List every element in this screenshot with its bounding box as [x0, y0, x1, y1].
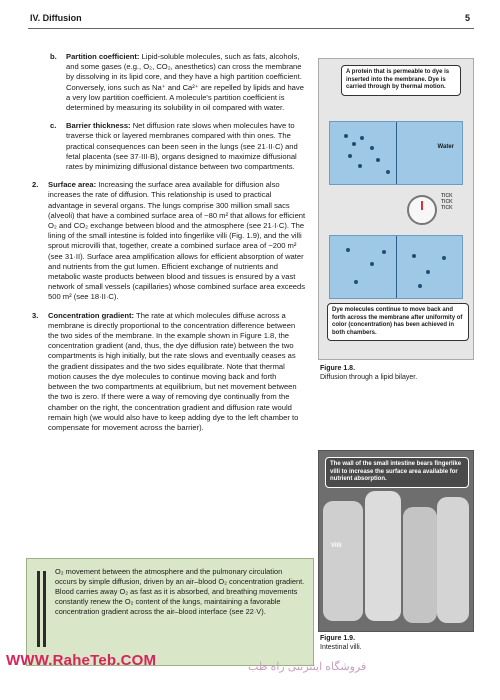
water-label: Water: [437, 144, 454, 150]
list-item: [32, 180, 306, 302]
dye-dot: [358, 164, 362, 168]
dye-dot: [344, 134, 348, 138]
item-title: Barrier thickness:: [66, 121, 131, 131]
membrane-line: [396, 236, 397, 298]
dye-dot: [352, 142, 356, 146]
dye-dot: [412, 254, 416, 258]
dye-dot: [348, 154, 352, 158]
figure-1-9-caption: [320, 634, 470, 652]
item-text: Increasing the surface area available for diffusion also increases the rate of diffusion. This relationship is used to practical advantage in several organs. The lungs comprise 300 million small sacs (alveoli) that have a combined surface area of ~80 m² that allows for efficient O₂ and CO₂ exchange between blood and the atmosphere (see 21·I·C). The lining of the small intestine is folded into fingerlike villi (Fig. 1.9), and the villi sprout microvilli that, together, create a combined surface area of ~200 m² (see 31·II). Surface area amplification allows for efficient absorption of water and nutrients from the gut lumen. Efficient exchange of nutrients and metabolic waste products between blood and tissues is ensured by a vast network of small vessels (capillaries) whose combined surface area exceeds 500 m² (see 18·II·C).: [48, 180, 306, 302]
item-title: Surface area:: [48, 180, 97, 190]
page-number: 5: [464, 13, 470, 23]
caption-text: Intestinal villi.: [320, 644, 362, 651]
item-text: Net diffusion rate slows when molecules have to traverse thick or layered membranes compared with thin ones. The practical consequences can been seen in the lungs (see 21·II·C) and fetal placenta (see 37·III·B), organs designed to maximize diffusional rates by minimizing diffusional distance between two compartments.: [66, 121, 298, 172]
dye-dot: [442, 256, 446, 260]
dye-dot: [360, 136, 364, 140]
page-header: [28, 6, 474, 29]
dye-dot: [376, 158, 380, 162]
caption-text: Diffusion through a lipid bilayer.: [320, 374, 418, 381]
dye-dot: [370, 262, 374, 266]
section-title: IV. Diffusion: [30, 13, 82, 23]
list-item: [32, 310, 306, 433]
figure-1-8: [318, 58, 474, 360]
item-title: Concentration gradient:: [48, 310, 135, 320]
item-marker: 3.: [32, 310, 39, 320]
figure-callout-top: A protein that is permeable to dye is inserted into the membrane. Dye is carried through by thermal motion.: [341, 65, 461, 96]
tick-label: TICK TICK TICK: [441, 193, 453, 211]
chamber-equilibrium: [329, 235, 463, 299]
caption-number: Figure 1.9.: [320, 635, 356, 642]
caption-number: Figure 1.8.: [320, 365, 356, 372]
list-item: [50, 121, 306, 172]
clinical-note-box: [26, 558, 314, 666]
watermark-persian: فروشگاه اینترنتی راه طب: [248, 661, 367, 673]
note-bar-icon: [37, 571, 40, 647]
item-text: Lipid-soluble molecules, such as fats, alcohols, and some gases (e.g., O₂, CO₂, anesthetics) can cross the membrane by dissolving in its lipid core, and they have a high partition coefficient. Conversely, ions such as Na⁺ and Ca²⁺ are repelled by lipids and have a very low partition coefficient. A molecule's partition coefficient is determined by measuring its solubility in oil compared with water.: [66, 52, 304, 113]
figure-callout: The wall of the small intestine bears fingerlike villi to increase the surface area available for nutrient absorption.: [325, 457, 469, 488]
figure-1-9: [318, 450, 474, 632]
villus-shape: [323, 501, 363, 621]
item-marker: 2.: [32, 180, 39, 190]
dye-dot: [382, 250, 386, 254]
note-bar-icon: [43, 571, 46, 647]
stopwatch-icon: [407, 195, 437, 225]
main-text-column: [32, 52, 306, 441]
item-title: Partition coefficient:: [66, 52, 140, 61]
watermark-url: WWW.RaheTeb.COM: [6, 652, 157, 669]
item-text: The rate at which molecules diffuse across a membrane is directly proportional to the concentration difference between the two sides of the membrane. In the example shown in Figure 1.8, the concentration gradient (and, thus, the dye diffusion rate) between the two compartments is high initially, but the rate slows and eventually ceases as the gradient dissipates and the two sides equilibrate. Note that thermal motion causes the dye molecules to continue moving back and forth between the two compartments at equilibrium, but net movement between the two is zero. If there were a way of removing dye continually from the chamber on the right, the concentration gradient and diffusion rate would remain high (we would also have to keep adding dye to the left chamber to compensate for movement across the barrier).: [48, 310, 299, 432]
item-marker: b.: [50, 52, 57, 61]
figure-1-8-caption: [320, 364, 470, 382]
dye-dot: [386, 170, 390, 174]
dye-dot: [418, 284, 422, 288]
villus-shape: [403, 507, 437, 623]
chamber-initial: [329, 121, 463, 185]
dye-dot: [354, 280, 358, 284]
villi-label: Villi: [331, 543, 342, 549]
note-text: O₂ movement between the atmosphere and the pulmonary circulation occurs by simple diffusion, driven by an air–blood O₂ concentration gradient. Blood carries away O₂ as fast as it is absorbed, and breathing movements constantly renew the O₂ content of the lungs, maintaining a favorable concentration gradient across the air–blood interface (see 22·V).: [55, 567, 305, 616]
list-item: [50, 52, 306, 113]
item-marker: c.: [50, 121, 57, 131]
membrane-line: [396, 122, 397, 184]
dye-dot: [370, 146, 374, 150]
dye-dot: [426, 270, 430, 274]
villus-shape: [365, 491, 401, 621]
figure-callout-bottom: Dye molecules continue to move back and forth across the membrane after uniformity of color (concentration) has been achieved in both chambers.: [327, 303, 469, 341]
villus-shape: [437, 497, 469, 623]
dye-dot: [346, 248, 350, 252]
